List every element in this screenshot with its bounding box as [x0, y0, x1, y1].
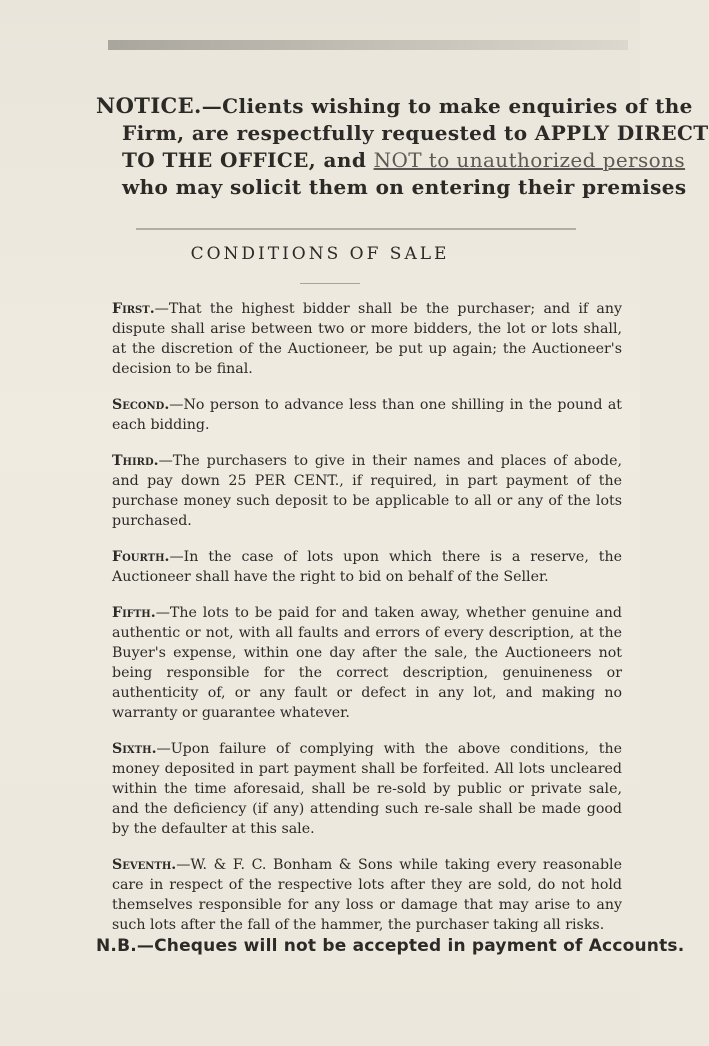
conditions-list [112, 299, 622, 951]
top-rule [108, 40, 628, 50]
clause [112, 603, 622, 723]
clause-text: —That the highest bidder shall be the purchaser; and if any dispute shall arise between two or more bidders, the lot or lots shall, at the discretion of the Auctioneer, be put up again; the Auctioneer's decision to be final. [112, 301, 622, 377]
clause [112, 739, 622, 839]
separator-rule [136, 228, 576, 230]
clause-text: —No person to advance less than one shilling in the pound at each bidding. [112, 397, 622, 433]
notice-lead: NOTICE. [96, 93, 202, 118]
clause-heading: Sixth. [112, 741, 157, 757]
clause-text: —Upon failure of complying with the above conditions, the money deposited in part payment shall be forfeited. All lots uncleared within the time aforesaid, shall be re-sold by public or private sale, and the deficiency (if any) attending such re-sale shall be made good by the defaulter at this sale. [112, 741, 622, 837]
clause [112, 855, 622, 935]
clause-text: —W. & F. C. Bonham & Sons while taking every reasonable care in respect of the respective lots after they are sold, do not hold themselves responsible for any loss or damage that may arise to any such lots after the fall of the hammer, the purchaser taking all risks. [112, 857, 622, 933]
notice-line-1 [96, 92, 693, 120]
clause-heading: Seventh. [112, 857, 177, 873]
clause-text: —The lots to be paid for and taken away, whether genuine and authentic or not, with all faults and errors of every description, at the Buyer's expense, within one day after the sale, the Auctioneers not being responsible for the correct description, genuineness or authenticity of, or any fault or defect in any lot, and making no warranty or guarantee whatever. [112, 605, 622, 721]
notice-line-3a: TO THE OFFICE, and [122, 148, 374, 172]
notice-block [96, 92, 709, 201]
footer-note: N.B.—Cheques will not be accepted in payment of Accounts. [96, 936, 685, 956]
clause-text: —The purchasers to give in their names and places of abode, and pay down 25 PER CENT., if required, in part payment of the purchase money such deposit to be applicable to all or any of the lots purchased. [112, 453, 622, 529]
notice-line-2: Firm, are respectfully requested to APPLY DIRECT [122, 121, 709, 145]
clause [112, 451, 622, 531]
clause [112, 547, 622, 587]
title-underline [300, 283, 360, 284]
clause-heading: Fourth. [112, 549, 170, 565]
conditions-title: CONDITIONS OF SALE [190, 244, 450, 264]
clause [112, 299, 622, 379]
notice-text-1: —Clients wishing to make enquiries of the [201, 94, 693, 118]
notice-line-3 [96, 147, 686, 174]
clause-heading: Fifth. [112, 605, 156, 621]
clause [112, 395, 622, 435]
clause-heading: Third. [112, 453, 159, 469]
notice-line-4: who may solicit them on entering their premises [122, 175, 687, 199]
notice-line-3b: NOT to unauthorized persons [373, 148, 686, 172]
clause-text: —In the case of lots upon which there is a reserve, the Auctioneer shall have the right to bid on behalf of the Seller. [112, 549, 622, 585]
clause-heading: Second. [112, 397, 170, 413]
clause-heading: First. [112, 301, 155, 317]
